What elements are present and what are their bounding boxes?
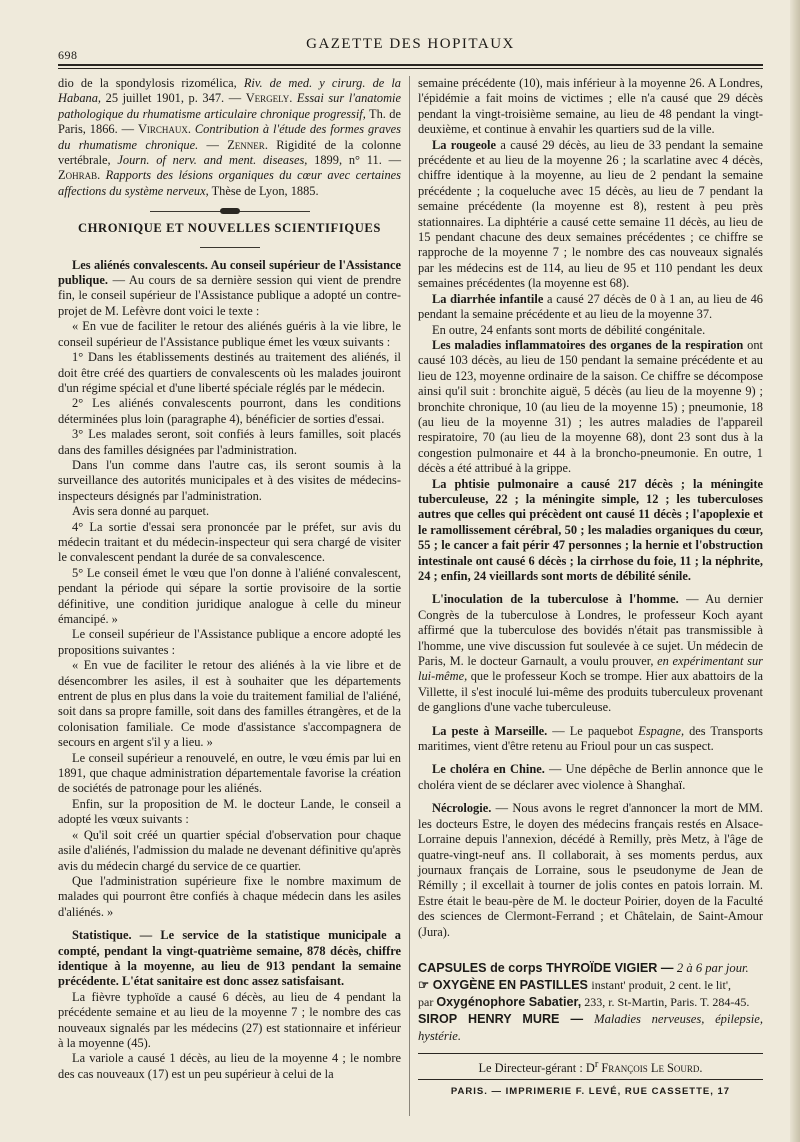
page-number: 698 [58, 48, 78, 62]
short-rule [200, 247, 260, 248]
journal-title: GAZETTE DES HOPITAUX [306, 36, 515, 52]
alienes-paragraph: 3° Les malades seront, soit confiés à leurs familles, soit placés dans des familles désignées par l'administration. [58, 427, 401, 457]
footer-rule-bottom [418, 1079, 763, 1080]
references-paragraph: dio de la spondylosis rizomélica, Riv. de med. y cirurg. de la Habana, 25 juillet 1901, p. 347. — Vergely. Essai sur l'anatomie pathologique du rhumatisme articulaire chronique progressif, Th. de Paris, 1866. — Virchaux. Contribution à l'étude des formes graves du rhumatisme chronique. — Zenner. Rigidité de la colonne vertébrale, Journ. of nerv. and ment. diseases, 1899, n° 11. — Zohrab. Rapports des lésions organiques du cœur avec certaines affections du système nerveux, Thèse de Lyon, 1885. [58, 76, 402, 198]
article-statistique: Statistique. — Le service de la statistique municipale a compté, pendant la vingt-quatrième semaine, 878 décès, chiffre identique à la moyenne, au lieu de 913 pendant la semaine précédente. L'état sanitaire est donc assez satisfaisant. [58, 928, 401, 989]
alienes-paragraph: 4° La sortie d'essai sera prononcée par le préfet, sur avis du médecin traitant et du médecin-inspecteur qui sera chargé de visiter le convalescent pendant la durée de sa convalescence. [58, 519, 401, 565]
alienes-paragraph: Avis sera donné au parquet. [72, 504, 210, 519]
article-cholera: Le choléra en Chine. — Une dépêche de Berlin annonce que le choléra vient de se déclarer avec violence à Shanghaï. [418, 762, 763, 792]
ad-oxygene: ☞ OXYGÈNE EN PASTILLES instant' produit, 2 cent. le lit', [418, 977, 732, 992]
article-necrologie: Nécrologie. — Nous avons le regret d'annoncer la mort de MM. les docteurs Estre, le doyen des médecins français restés en Alsace-Lorraine depuis l'annexion, décédé à Remilly, près Metz, à l'âge de quatre-vingt-neuf ans. Il collaborait, à ses moments perdus, aux journaux français de Lorraine, sous le pseudonyme de Jean de Rémilly ; il excellait à tourner de jolis contes en patois lorrain. M. Estre était le beau-père de M. le docteur Poirier, doyen de la Faculté des sciences de Clermont-Ferrand ; et Châtelain, de Saint-Amour (Jura). [418, 801, 763, 939]
article-alienes-intro: Les aliénés convalescents. Au conseil supérieur de l'Assistance publique. — Au cours de sa dernière session qui vient de prendre fin, le conseil supérieur de l'Assistance publique a adopté un contre-projet de M. Lefèvre dont voici le texte : [58, 257, 401, 318]
phtisie-paragraph: La phtisie pulmonaire a causé 217 décès ; la méningite tuberculeuse, 22 ; la méningite simple, 12 ; les tuberculoses autres que celles qui précèdent ont causé 11 décès ; l'apoplexie et le ramollissement cérébral, 50 ; les maladies organiques du cœur, 55 ; le cancer a fait périr 47 personnes ; la hernie et l'obstruction intestinale ont causé 6 décès ; la cirrhose du foie, 11 ; la néphrite, 24 ; enfin, 24 vieillards sont morts de débilité sénile. [418, 476, 763, 583]
alienes-paragraph: « Qu'il soit créé un quartier spécial d'observation pour chaque asile d'aliénés, l'admission du malade ne devenant définitive qu'après avis du médecin chargé du service de ce quartier. [58, 827, 401, 873]
page-edge [790, 0, 800, 1142]
statistique-paragraph: La fièvre typhoïde a causé 6 décès, au lieu de 4 pendant la précédente semaine et au lieu de la moyenne 7 ; le nombre des cas nouveaux signalés par les médecins (27) est stationnaire et inférieur à la moyenne (45). [58, 989, 401, 1050]
article-inoculation: L'inoculation de la tuberculose à l'homme. — Au dernier Congrès de la tuberculose à Londres, le professeur Koch ayant affirmé que la tuberculose des bovidés n'était pas transmissible à l'homme, une vive discussion fut soulevée à ce sujet. Un médecin de Paris, M. le docteur Garnault, a voulu prouver, en expérimentant sur lui-même, que le professeur Koch se trompe. Hier aux abattoirs de la Villette, il s'est inoculé lui-même des produits tuberculeux provenant de ganglions d'une vache tuberculeuse. [418, 592, 763, 715]
ad-capsules: CAPSULES de corps THYROÏDE VIGIER — 2 à 6 par jour. [418, 960, 749, 975]
footer-rule [418, 1053, 763, 1054]
alienes-paragraph: Que l'administration supérieure fixe le nombre maximum de malades qui pourront être confiés à chaque médecin dans les asiles d'aliénés. » [58, 873, 401, 919]
statistique-paragraph: La variole a causé 1 décès, au lieu de la moyenne 4 ; le nombre des cas nouveaux (17) est un peu supérieur à celui de la [58, 1051, 401, 1081]
alienes-paragraph: Enfin, sur la proposition de M. le docteur Lande, le conseil a adopté les vœux suivants : [58, 796, 401, 827]
alienes-paragraph: Dans l'un comme dans l'autre cas, ils seront soumis à la surveillance des autorités municipales et à des visites de médecins-inspecteurs désignés par l'administration. [58, 457, 401, 503]
alienes-paragraph: 5° Le conseil émet le vœu que l'on donne à l'aliéné convalescent, pendant la période qui sépare la sortie provisoire de la sortie définitive, une condition juridique analogue à celle du mineur émancipé. » [58, 565, 401, 626]
director-line: Le Directeur-gérant : $D^r$ François Le Sourd. [478, 1058, 703, 1076]
right-column [418, 76, 763, 1100]
debilite-paragraph: En outre, 24 enfants sont morts de débilité congénitale. [432, 322, 706, 337]
printer-line: PARIS. — IMPRIMERIE F. LEVÉ, RUE CASSETTE, 17 [450, 1086, 731, 1098]
rougeole-paragraph: La rougeole a causé 29 décès, au lieu de 33 pendant la semaine précédente et au lieu de la moyenne 26 ; la scarlatine avec 4 décès, chiffre identique à la moyenne, au lieu de 2 pendant la semaine précédente ; la coqueluche avec 15 décès, au lieu de 7 pendant la semaine précédente (la moyenne est 8), restent à peu près stationnaires. La diphtérie a causé cette semaine 11 décès, au lieu de 15 pendant chacune des deux semaines précédentes ; ce chiffre se rapproche de la moyenne 7 ; le nombre des cas nouveaux signalés par les médecins est de 114, au lieu de 95 et 110 pendant les deux semaines précédentes (la moyenne est 68). [418, 137, 763, 291]
ornament-divider [150, 207, 310, 215]
statistique-continued: semaine précédente (10), mais inférieur à la moyenne 26. A Londres, l'épidémie a fait moins de victimes ; elle n'a causé que 29 décès pendant la vingt-troisième semaine, au lieu de 48 pendant la vingt-deuxième, et continue à envahir les quartiers sud de la ville. [418, 76, 763, 137]
header-rule-thin [58, 68, 763, 69]
column-separator [409, 76, 410, 1116]
article-peste: La peste à Marseille. — Le paquebot Espagne, des Transports maritimes, vient d'être retenu au Frioul pour un cas suspect. [418, 723, 763, 754]
section-title: CHRONIQUE ET NOUVELLES SCIENTIFIQUES [77, 221, 382, 236]
alienes-paragraph: 1° Dans les établissements destinés au traitement des aliénés, il doit être créé des quartiers de convalescents où les malades jouiront d'un régime spécial et d'une liberté spéciale réglés par le médecin. [58, 350, 401, 395]
left-column [58, 76, 401, 1082]
alienes-paragraph: Le conseil supérieur de l'Assistance publique a encore adopté les propositions suivantes : [58, 627, 401, 657]
ad-oxygenophore: par Oxygénophore Sabatier, 233, r. St-Martin, Paris. T. 284-45. [418, 994, 750, 1009]
alienes-paragraph: 2° Les aliénés convalescents pourront, dans les conditions déterminées plus loin (paragraphe 4), bénéficier de sorties d'essai. [58, 396, 401, 426]
alienes-paragraph: « En vue de faciliter le retour des aliénés guéris à la vie libre, le conseil supérieur de l'Assistance publique émet les vœux suivants : [58, 319, 401, 349]
alienes-paragraph: « En vue de faciliter le retour des aliénés à la vie libre et de désencombrer les asiles, il est à souhaiter que les départements entrent de plus en plus dans la voie du traitement familial de l'aliéné, soit dans sa propre famille, soit dans des familles étrangères, et de la colonisation familiale. Ce mode d'assistance s'accompagnera de secours en argent s'il y a lieu. » [58, 658, 401, 750]
pointing-hand-icon: ☞ [418, 977, 430, 992]
ad-sirop: SIROP HENRY MURE — Maladies nerveuses, épilepsie, hystérie. [418, 1011, 763, 1043]
respiration-paragraph: Les maladies inflammatoires des organes de la respiration ont causé 103 décès, au lieu de 150 pendant la semaine précédente et au lieu de 123, moyenne ordinaire de la saison. Ce chiffre se décompose ainsi qu'il suit : bronchite aiguë, 5 décès (au lieu de la moyenne 9) ; bronchite chronique, 10 (au lieu de la moyenne 15) ; pneumonie, 18 (au lieu de la moyenne 31) ; les autres maladies de l'appareil respiratoire, 70 (au lieu de la moyenne 68), dont 23 sont dus à la congestion pulmonaire et 44 à la broncho-pneumonie. En outre, 1 décès a été attribué à la grippe. [418, 337, 763, 476]
diarrhee-paragraph: La diarrhée infantile a causé 27 décès de 0 à 1 an, au lieu de 46 pendant la semaine précédente et au lieu de la moyenne 37. [418, 291, 763, 322]
header-rule [58, 64, 763, 66]
alienes-paragraph: Le conseil supérieur a renouvelé, en outre, le vœu émis par lui en 1891, que chaque administration départementale favorise la création de sociétés de patronage pour les aliénés. [58, 750, 401, 796]
page-header [58, 34, 763, 64]
